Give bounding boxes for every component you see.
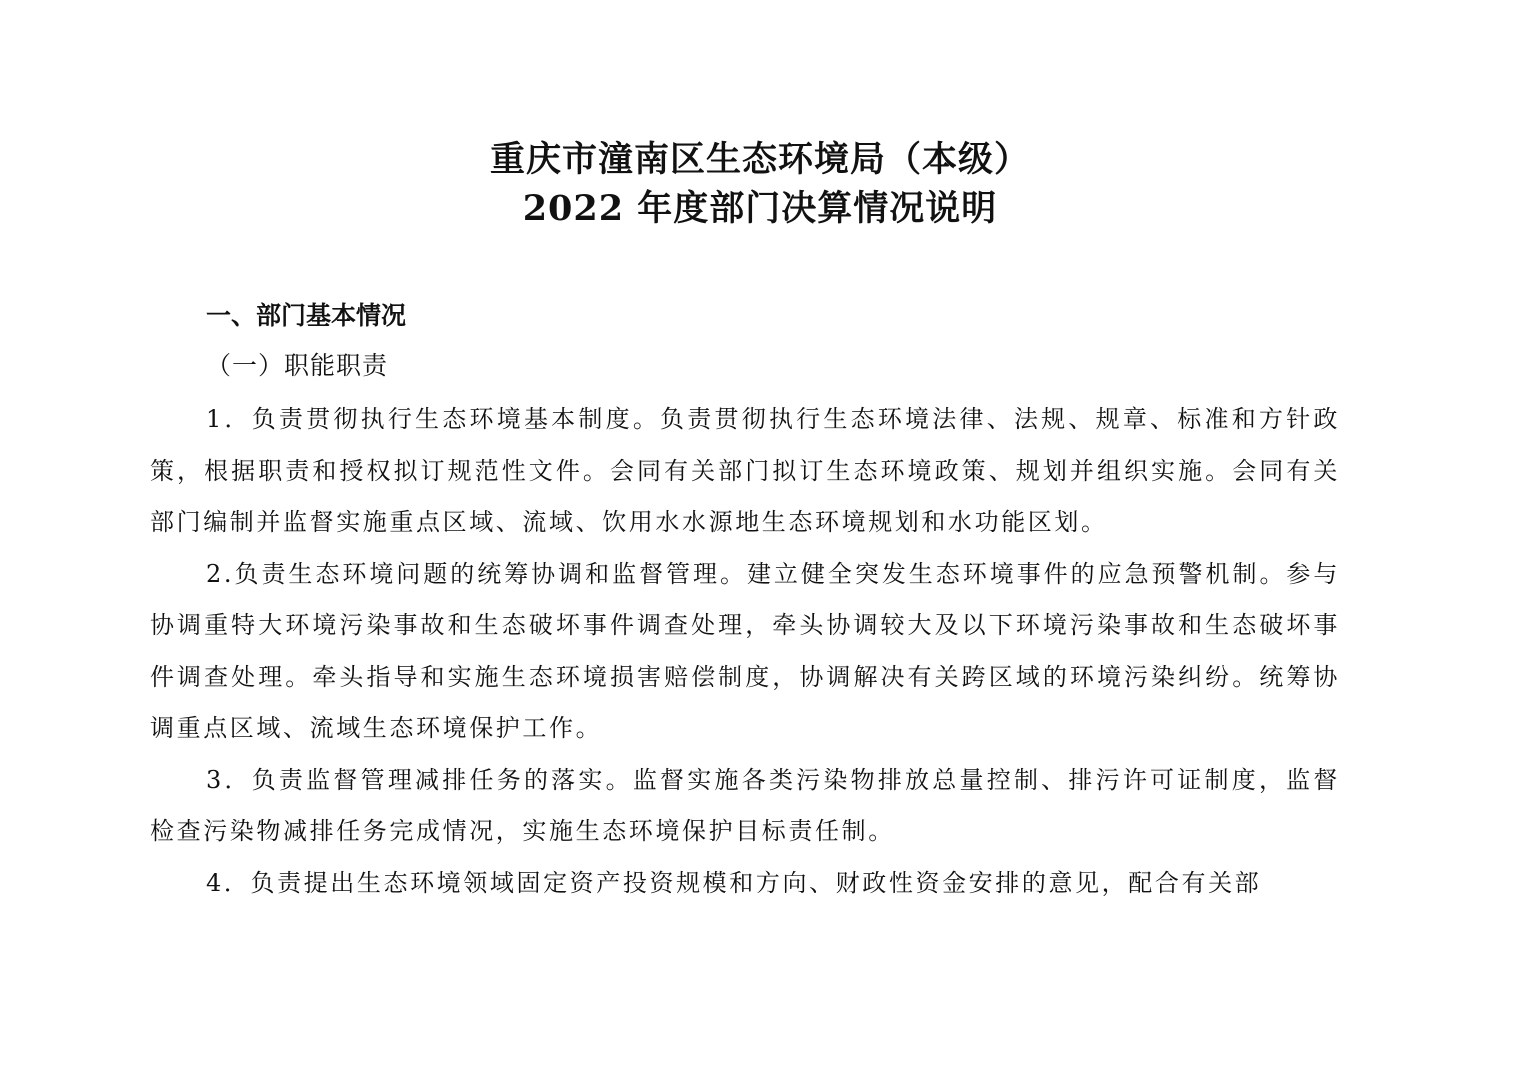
document-body — [150, 394, 1340, 909]
document-title-line-2: 2022 年度部门决算情况说明 — [522, 188, 998, 229]
subsection-heading: （一）职能职责 — [206, 351, 389, 380]
document-title-line-1: 重庆市潼南区生态环境局（本级） — [489, 139, 1030, 180]
paragraph-2: 2.负责生态环境问题的统筹协调和监督管理。建立健全突发生态环境事件的应急预警机制。参与协调重特大环境污染事故和生态破坏事件调查处理，牵头协调较大及以下环境污染事故和生态破坏事件调查处理。牵头指导和实施生态环境损害赔偿制度，协调解决有关跨区域的环境污染纠纷。统筹协调重点区域、流域生态环境保护工作。 — [150, 559, 1340, 742]
paragraph-1: 1．负责贯彻执行生态环境基本制度。负责贯彻执行生态环境法律、法规、规章、标准和方针政策，根据职责和授权拟订规范性文件。会同有关部门拟订生态环境政策、规划并组织实施。会同有关部门编制并监督实施重点区域、流域、饮用水水源地生态环境规划和水功能区划。 — [150, 405, 1340, 536]
paragraph-4: 4．负责提出生态环境领域固定资产投资规模和方向、财政性资金安排的意见，配合有关部 — [206, 868, 1262, 897]
paragraph-3: 3．负责监督管理减排任务的落实。监督实施各类污染物排放总量控制、排污许可证制度，监督检查污染物减排任务完成情况，实施生态环境保护目标责任制。 — [150, 765, 1340, 845]
section-heading: 一、部门基本情况 — [206, 301, 407, 330]
